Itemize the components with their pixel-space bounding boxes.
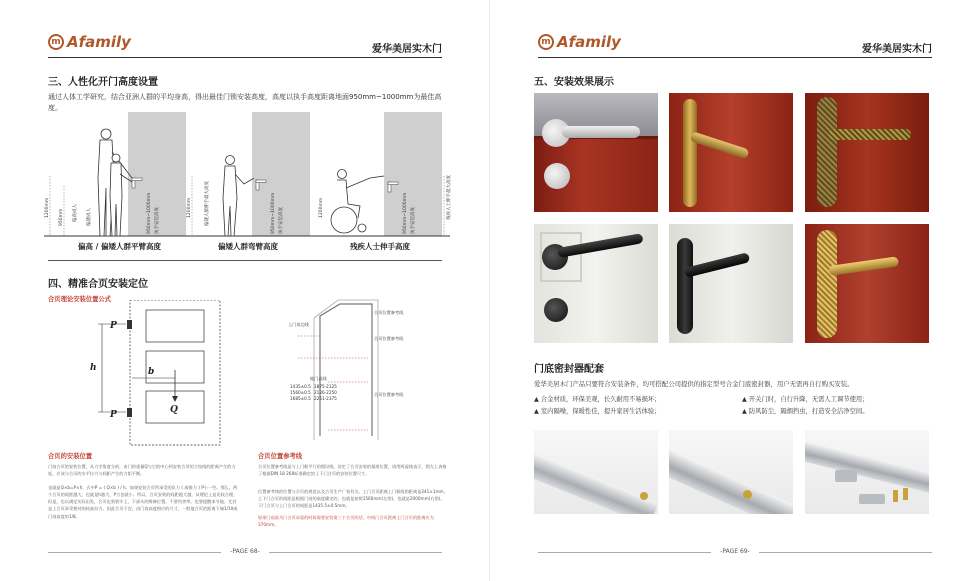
logo-text-right: Afamily <box>557 33 621 51</box>
lock-photo-1 <box>534 93 658 212</box>
fig1-dim1: 1200mm <box>45 197 50 218</box>
hinge-line-label-1: 合页位置参考线 <box>374 310 404 315</box>
left-page-number: -PAGE 68- <box>48 548 442 555</box>
hinge-line-label-3: 合页位置参考线 <box>374 392 404 397</box>
lock-photo-6 <box>805 224 929 343</box>
feature-item: ▲ 室内隔噪，保暖性佳，提升家居生活体验； <box>534 407 661 415</box>
logo-right <box>538 33 621 51</box>
right-page-number: -PAGE 69- <box>538 548 932 555</box>
ref-text-2: 位置参考线的位置与合页的规范以及合页生产厂家有关。上门合页距离上门框线的距离是241±1mm，上下门合页的间距是根据门扇的高度确定的，也就是按照1560mm(左图)，也就是2000mm(右图)，下门合页与上门合页的间距是1435.5±0.5mm。 <box>258 489 448 509</box>
b-label: b <box>148 367 155 377</box>
right-page <box>490 0 980 581</box>
feature-item: ▲ 防风防尘，隔烟挡虫，打造安全洁净空间。 <box>742 407 869 415</box>
p-bottom-label: P <box>110 410 117 420</box>
m1: 1435±0.5 <box>290 384 311 389</box>
fig1-dim2: 950mm <box>59 208 64 226</box>
seal-text: 爱华美居木门产品只要符合安装条件，均可搭配公司提供的指定型号合金门底密封器，用户无需再自行购买安装。 <box>534 380 854 388</box>
ref-title: 合页位置参考线 <box>258 453 303 460</box>
n1: 1875-2125 <box>314 384 337 389</box>
seal-title: 门底密封器配套 <box>534 364 604 375</box>
install-text-1: 门扇合页的安装位置，从力学角度分析，由门的重量Q与它的中心到安装合页的立铰线的距离产生的力矩，应该与合页的水平拉力与间距产生的力矩平衡。 <box>48 464 236 477</box>
lock-photo-4 <box>534 224 658 343</box>
h-label: h <box>90 363 97 373</box>
fig3-dim1: 1200mm <box>319 197 324 218</box>
lock-photo-3 <box>805 93 929 212</box>
hinge-line-label-2: 合页位置参考线 <box>374 336 404 341</box>
section3-title: 三、人性化开门高度设置 <box>48 77 158 88</box>
fig3-note1: 残疾人士伸手最大高度 <box>447 175 452 220</box>
fig2-dim2: 950mm~1000mm <box>271 192 276 234</box>
q-label: Q <box>170 405 178 415</box>
fig2-note2: 执手安装高度 <box>279 207 284 234</box>
fig3-caption: 残疾人士伸手高度 <box>350 242 410 251</box>
feature-item: ▲ 合金材质，环保美观，长久耐用不易损坏； <box>534 396 661 403</box>
fig3-dim2: 950mm~1000mm <box>403 192 408 234</box>
logo <box>48 33 131 51</box>
fig2-dim1: 1200mm <box>187 197 192 218</box>
fig1-note3: 执手安装高度 <box>155 207 160 234</box>
section-divider <box>48 260 442 261</box>
fig1-note1: 偏高成人 <box>73 204 78 222</box>
seal-photo-3 <box>805 430 929 514</box>
n2: 2126-2250 <box>314 390 337 395</box>
left-header <box>48 30 442 58</box>
section3-text: 通过人体工学研究，结合亚洲人群的平均身高，得出最佳门锁安装高度，高度以执手高度距离地面950mm~1000mm为最佳高度。 <box>48 93 442 112</box>
fig3-note2: 执手安装高度 <box>411 207 416 234</box>
m2: 1560±0.5 <box>290 390 311 395</box>
feature-list <box>534 394 934 418</box>
feature-item: ▲ 开关门时，自行升降，无需人工调节使用； <box>742 396 869 403</box>
install-text-2: 也就是Q×b=P×h，式中P = ( Q×b ) / h。如果安装合页所承受的负力 ( 或推力 ) P小一些。那么，两个合页的间距越大，也就是h越大，P力也就小。所以，合页安装的间距越大越，从理论上是比较合理，但是，也以满足实际出发，合页也须装牢上，下部头的维修位置。不要伤害率。也要提醒本节地，尤其是上合页承受相对的较高拉力，因此合页不宜，由门扇高度相应的尺寸，一般地合页的距离下端1/10或门扇高度的1/8。 <box>48 485 238 519</box>
ref-text-1: 合页位置参考线是与上门框平行的假设线，决定了合页安装的基准位置，请用两虚线表示，图左上表格了根据DIN 18 268标准确定的上下门合页的安装位置尺寸。 <box>258 464 447 477</box>
seal-photo-1 <box>534 430 658 514</box>
hinge-diagram <box>80 300 230 450</box>
fig2-note1: 偏矮人群伸手最大高度 <box>205 181 210 226</box>
section4-title: 四、精准合页安装定位 <box>48 279 148 290</box>
fig1-caption: 偏高 / 偏矮人群平臂高度 <box>78 242 161 251</box>
fig1-note2: 偏矮成人 <box>87 208 92 226</box>
n3: 2251-2375 <box>314 396 337 401</box>
fig2-caption: 偏矮人群弯臂高度 <box>218 242 278 251</box>
top-line-label: 上门扇边线 <box>288 322 309 327</box>
brand-name: 爱华美居实木门 <box>372 44 442 55</box>
install-title: 合页的安装位置 <box>48 453 93 460</box>
ref-note: 如果门扇高为门合页承重的时候需要安装第三个合页的话，中间门合页距离上门合页的距离应为370mm。 <box>258 515 434 528</box>
right-header <box>538 30 932 58</box>
bottom-line-label: 地门高线 <box>310 376 327 381</box>
seal-photo-2 <box>669 430 793 514</box>
frame-diagram <box>268 296 428 446</box>
fig1-dim3: 950mm~1000mm <box>147 192 152 234</box>
logo-text: Afamily <box>67 33 131 51</box>
lock-photo-5 <box>669 224 793 343</box>
formula-title: 合页理论安装位置公式 <box>48 296 111 303</box>
height-figures <box>40 108 460 260</box>
lock-photo-2 <box>669 93 793 212</box>
section5-title: 五、安装效果展示 <box>534 77 614 88</box>
brand-name-right: 爱华美居实木门 <box>862 44 932 55</box>
logo-mark-icon: m <box>48 34 64 50</box>
m3: 1685±0.5 <box>290 396 311 401</box>
p-top-label: P <box>110 321 117 331</box>
logo-mark-icon: m <box>538 34 554 50</box>
